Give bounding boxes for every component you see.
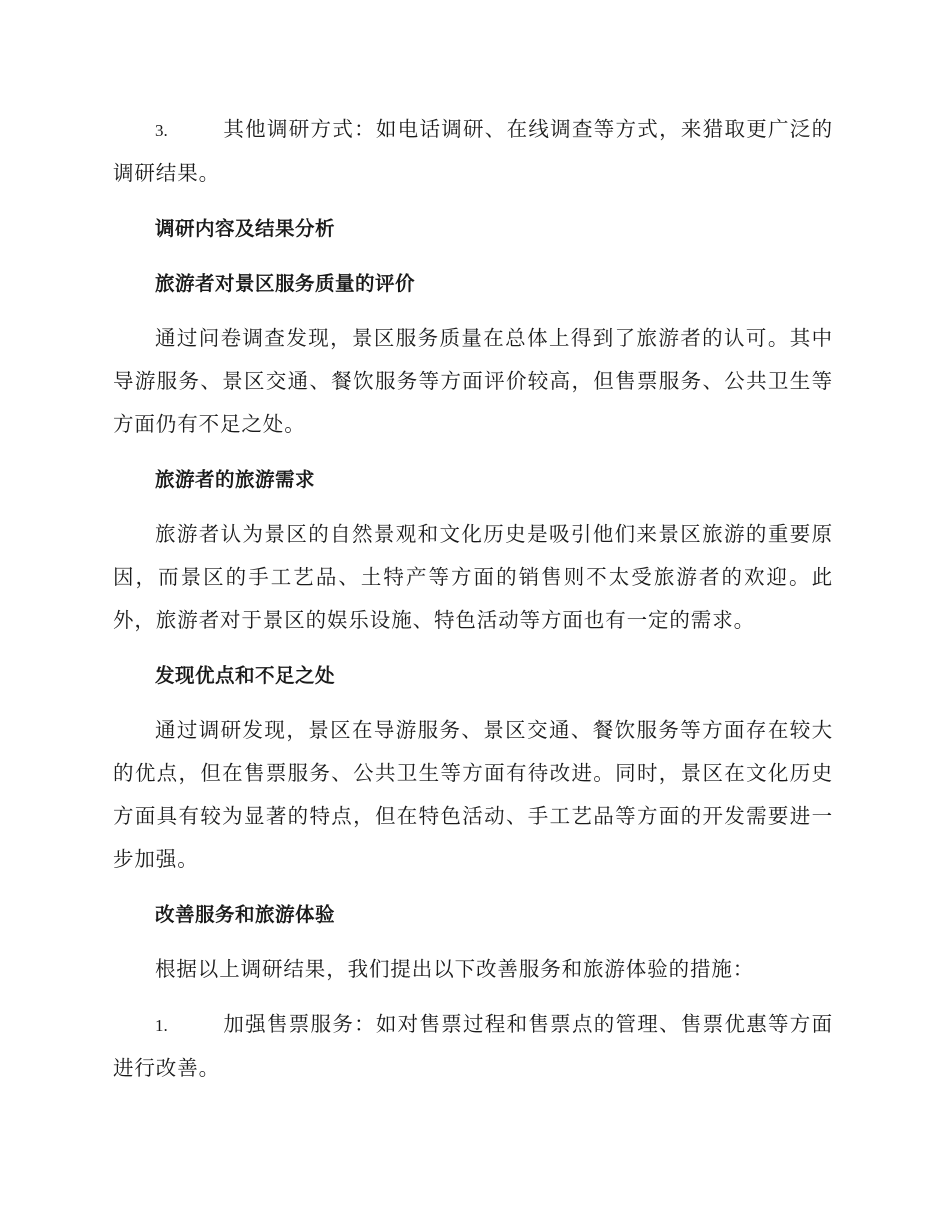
document-body: [113, 108, 833, 1102]
list-number: 1.: [155, 1016, 168, 1035]
paragraph-travel-needs: 旅游者认为景区的自然景观和文化历史是吸引他们来景区旅游的重要原因，而景区的手工艺品、土特产等方面的销售则不太受旅游者的欢迎。此外，旅游者对于景区的娱乐设施、特色活动等方面也有一定的需求。: [113, 522, 833, 632]
list-item-text: 加强售票服务：如对售票过程和售票点的管理、售票优惠等方面进行改善。: [113, 1012, 833, 1080]
list-item-1: [113, 1003, 833, 1090]
paragraph-improve-intro: 根据以上调研结果，我们提出以下改善服务和旅游体验的措施：: [155, 957, 755, 981]
paragraph-service-quality: 通过问卷调查发现，景区服务质量在总体上得到了旅游者的认可。其中导游服务、景区交通、餐饮服务等方面评价较高，但售票服务、公共卫生等方面仍有不足之处。: [113, 326, 833, 436]
list-item-3: [113, 108, 833, 195]
subheading-service-quality: 旅游者对景区服务质量的评价: [155, 272, 416, 295]
section-heading-survey-analysis: 调研内容及结果分析: [155, 217, 336, 240]
paragraph-strengths-weaknesses: 通过调研发现，景区在导游服务、景区交通、餐饮服务等方面存在较大的优点，但在售票服务、公共卫生等方面有待改进。同时，景区在文化历史方面具有较为显著的特点，但在特色活动、手工艺品等方面的开发需要进一步加强。: [113, 718, 833, 871]
subheading-improve-service: 改善服务和旅游体验: [155, 903, 336, 926]
subheading-strengths-weaknesses: 发现优点和不足之处: [155, 664, 336, 687]
list-number: 3.: [155, 121, 168, 140]
subheading-travel-needs: 旅游者的旅游需求: [155, 468, 316, 491]
list-item-text: 其他调研方式：如电话调研、在线调查等方式，来猎取更广泛的调研结果。: [113, 117, 833, 185]
